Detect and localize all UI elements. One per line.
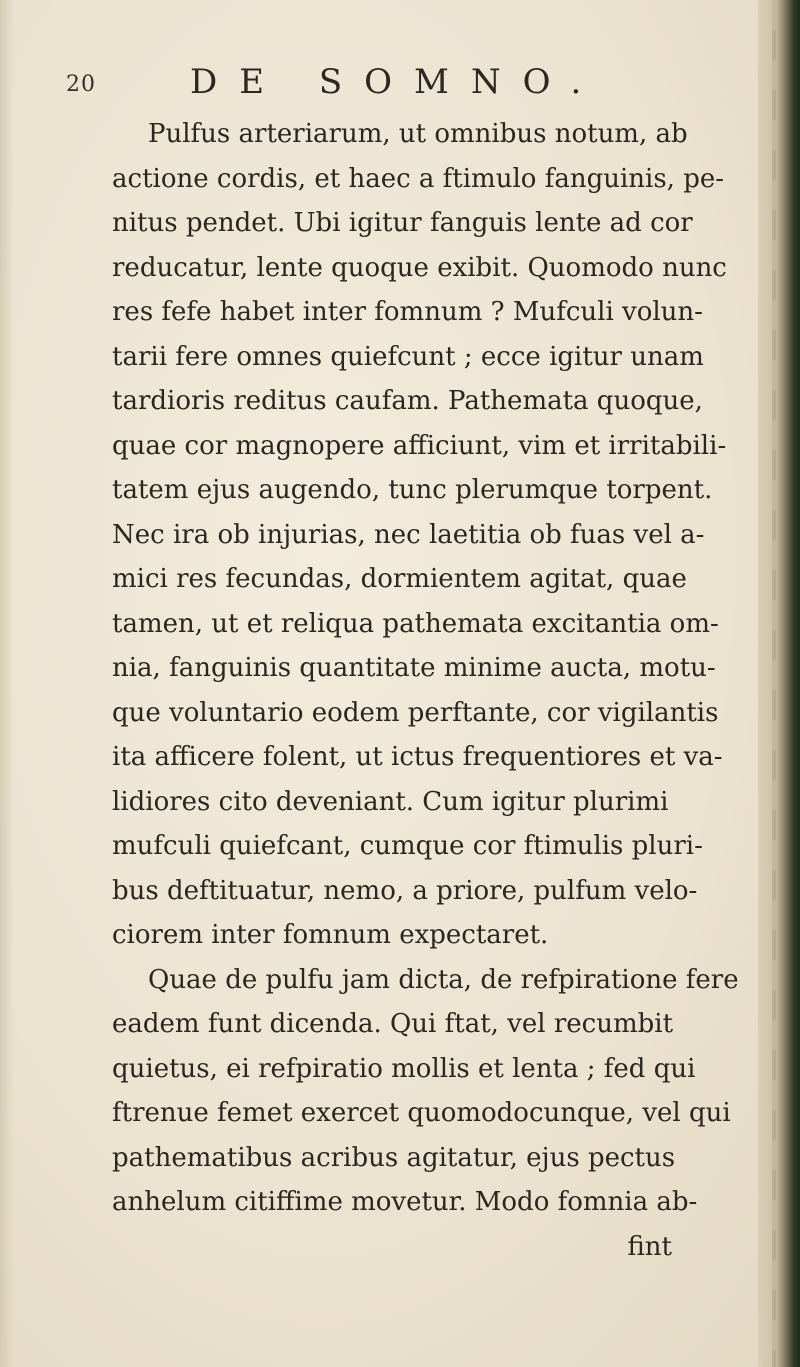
paragraph-1: [112, 112, 727, 958]
text-line: actione cordis, et haec a ftimulo fanguinis, pe-: [112, 163, 725, 194]
text-line: bus deftituatur, nemo, a priore, pulfum velo-: [112, 875, 698, 906]
page-number: 20: [66, 72, 96, 97]
text-line: eadem funt dicenda. Qui ftat, vel recumbit: [112, 1009, 674, 1039]
text-line: quae cor magnopere afficiunt, vim et irritabili-: [112, 430, 727, 461]
text-line: mufculi quiefcant, cumque cor ftimulis pluri-: [112, 831, 703, 861]
page-binding-edge: [758, 0, 800, 1367]
text-line: Pulfus arteriarum, ut omnibus notum, ab: [148, 119, 688, 149]
text-line: que voluntario eodem perftante, cor vigilantis: [112, 697, 719, 728]
running-head-title: DE SOMNO.: [190, 62, 604, 102]
text-line: quietus, ei refpiratio mollis et lenta ; fed qui: [112, 1053, 696, 1084]
text-line: tamen, ut et reliqua pathemata excitantia om-: [112, 608, 719, 639]
text-line: anhelum citiffime movetur. Modo fomnia ab-: [112, 1187, 698, 1217]
text-line: ita afficere folent, ut ictus frequentiores et va-: [112, 742, 723, 772]
paragraph-2: [112, 958, 739, 1225]
catchword: fint: [627, 1231, 672, 1262]
text-line: nia, fanguinis quantitate minime aucta, motu-: [112, 653, 716, 683]
text-line: Quae de pulfu jam dicta, de refpiratione fere: [148, 964, 739, 995]
text-line: tatem ejus augendo, tunc plerumque torpent.: [112, 475, 713, 505]
text-line: reducatur, lente quoque exibit. Quomodo nunc: [112, 252, 727, 283]
text-line: pathematibus acribus agitatur, ejus pectus: [112, 1142, 676, 1173]
text-line: ftrenue femet exercet quomodocunque, vel qui: [112, 1098, 731, 1128]
running-head: [0, 62, 760, 112]
text-line: nitus pendet. Ubi igitur fanguis lente ad cor: [112, 208, 693, 238]
text-line: tardioris reditus caufam. Pathemata quoque,: [112, 386, 703, 416]
text-line: Nec ira ob injurias, nec laetitia ob fuas vel a-: [112, 519, 705, 550]
text-line: tarii fere omnes quiefcunt ; ecce igitur unam: [112, 341, 704, 372]
text-line: ciorem inter fomnum expectaret.: [112, 920, 549, 950]
text-line: lidiores cito deveniant. Cum igitur plurimi: [112, 786, 669, 817]
text-line: mici res fecundas, dormientem agitat, quae: [112, 564, 687, 594]
body-text: [112, 112, 739, 1269]
text-line: res fefe habet inter fomnum ? Mufculi volun-: [112, 297, 703, 327]
page-left-shadow: [0, 0, 14, 1367]
